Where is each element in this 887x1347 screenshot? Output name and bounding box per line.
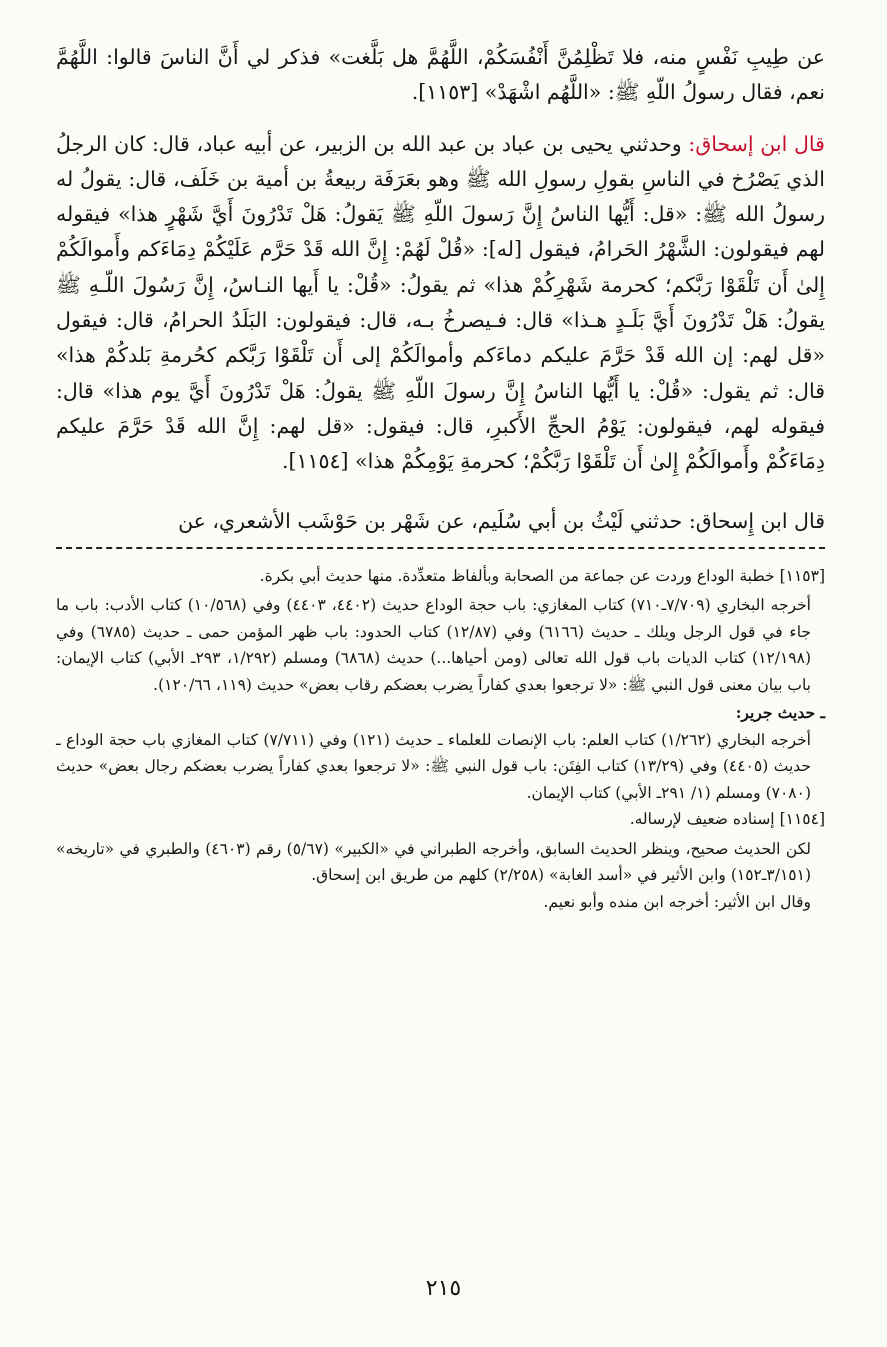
paragraph-2-lead: قال ابن إسحاق: (688, 131, 825, 156)
footnote-1154-intro (56, 806, 825, 833)
footnote-1153-line-1: أخرجه البخاري (٧/٧٠٩ـ٧١٠) كتاب المغازي: باب حجة الوداع حديث (٤٤٠٢، ٤٤٠٣) وفي (١٠/٥٦٨) كتاب الأدب: باب ما جاء في قول الرجل ويلك ـ حديث (٦١٦٦) وفي (١٢/٨٧) كتاب الحدود: باب ظهر المؤمن حمى ـ حديث (٦٧٨٥) وفي (١٢/١٩٨) كتاب الديات باب قول الله تعالى (ومن أحياها...) حديث (٦٨٦٨) ومسلم (١/٢٩٢، ٢٩٣ـ الأبي) كتاب الإيمان: باب بيان معنى قول النبي ﷺ: «لا ترجعوا بعدي كفاراً يضرب بعضكم رقاب بعض» حديث (١١٩، ١٢٠/٦٦). (56, 596, 812, 694)
footnote-1153-subheading: ـ حديث جرير: (735, 703, 825, 723)
footnote-1153-line-2: أخرجه البخاري (١/٢٦٢) كتاب العلم: باب الإنصات للعلماء ـ حديث (١٢١) وفي (٧/٧١١) كتاب المغازي باب حجة الوداع ـ حديث (٤٤٠٥) وفي (١٣/٢٩) كتاب الفِتَن: باب قول النبي ﷺ: «لا ترجعوا بعدي كفاراً يضرب بعضكم رجال بعض» حديث (٧٠٨٠) ومسلم (١/ ٢٩١ـ الأبي) كتاب الإيمان. (56, 730, 811, 802)
main-text (56, 40, 825, 539)
footnote-1154-line-1: لكن الحديث صحيح، وينظر الحديث السابق، وأخرجه الطبراني في «الكبير» (٥/٦٧) رقم (٤٦٠٣) والطبري في «تاريخه» (٣/١٥١ـ١٥٢) وابن الأثير في «أسد الغابة» (٢/٢٥٨) كلهم من طريق ابن إسحاق. (56, 839, 811, 885)
paragraph-1: عن طِيبِ نَفْسٍ منه، فلا تَظْلِمُنَّ أَنْفُسَكُمْ، اللَّهُمَّ هل بَلَّغت» فذكر لي أَنَّ الناسَ قالوا: اللَّهُمَّ نعم، فقال رسولُ اللّهِ ﷺ: «اللَّهُم اشْهَدْ» [١١٥٣]. (56, 45, 825, 105)
footnote-1153-ref: [١١٥٣] (779, 566, 825, 585)
page-number: ٢١٥ (425, 1276, 462, 1301)
footnote-1154-line-2: وقال ابن الأثير: أخرجه ابن منده وأبو نعيم. (543, 892, 811, 911)
paragraph-2-body: وحدثني يحيى بن عباد بن عبد الله بن الزبير، عن أبيه عباد، قال: كان الرجلُ الذي يَصْرُخ في الناسِ بقولِ رسولِ الله ﷺ وهو بعَرَفَة ربيعةُ بن أمية بن خَلَف، قال: يقولُ له رسولُ الله ﷺ: «قل: أَيُّها الناسُ إِنَّ رَسولَ اللّهِ ﷺ يَقولُ: هَلْ تَدْرُونَ أَيَّ شَهْرٍ هذا» فيقوله لهم فيقولون: الشَّهْرُ الحَرامُ، فيقول [له]: «قُلْ لَهُمْ: إِنَّ الله قَدْ حَرَّم عَلَيْكُمْ دِمَاءَكم وأَموالَكُمْ إِلىٰ أَن تَلْقَوْا رَبَّكم؛ كحرمة شَهْرِكُمْ هذا» ثم يقولُ: «قُلْ: يا أَيها النـاسُ، إِنَّ رَسُولَ اللّـهِ ﷺ يقولُ: هَلْ تَدْرُونَ أَيَّ بَلَـدٍ هـذا» قال: فـيصرخُ بـه، قال: فيقولون: البَلَدُ الحرامُ، قال: فيقول «قل لهم: إن الله قَدْ حَرَّمَ عليكم دماءَكم وأموالَكُمْ إلى أَن تَلْقَوْا رَبَّكم كحُرمةِ بَلدكُمْ هذا» قال: ثم يقول: «قُلْ: يا أَيُّها الناسُ إِنَّ رسولَ اللّهِ ﷺ يقولُ: هَلْ تَدْرُونَ أَيَّ يوم هذا» قال: فيقوله لهم، فيقولون: يَوْمُ الحجِّ الأَكبرِ، قال: فيقول: «قل لهم: إِنَّ الله قَدْ حَرَّمَ عليكم دِمَاءَكُمْ وأَموالَكُمْ إِلىٰ أَن تَلْقَوْا رَبَّكُمْ؛ كحرمةِ يَوْمِكُمْ هذا» [١١٥٤]. (56, 131, 825, 474)
footnote-1153-intro (56, 563, 825, 590)
paragraph-2 (56, 127, 825, 480)
footnotes (56, 563, 825, 916)
footnote-1154-ref: [١١٥٤] (779, 810, 825, 829)
footnote-1154-intro-text: إسناده ضعيف لإرساله. (629, 810, 775, 829)
footnote-divider (56, 547, 825, 549)
paragraph-3: قال ابن إِسحاق: حدثني لَيْثُ بن أبي سُلَيم، عن شَهْر بن حَوْشَب الأشعري، عن (178, 508, 825, 533)
footnote-1153-intro-text: خطبة الوداع وردت عن جماعة من الصحابة وبألفاظ متعدِّدة. منها حديث أبي بكرة. (259, 566, 775, 585)
